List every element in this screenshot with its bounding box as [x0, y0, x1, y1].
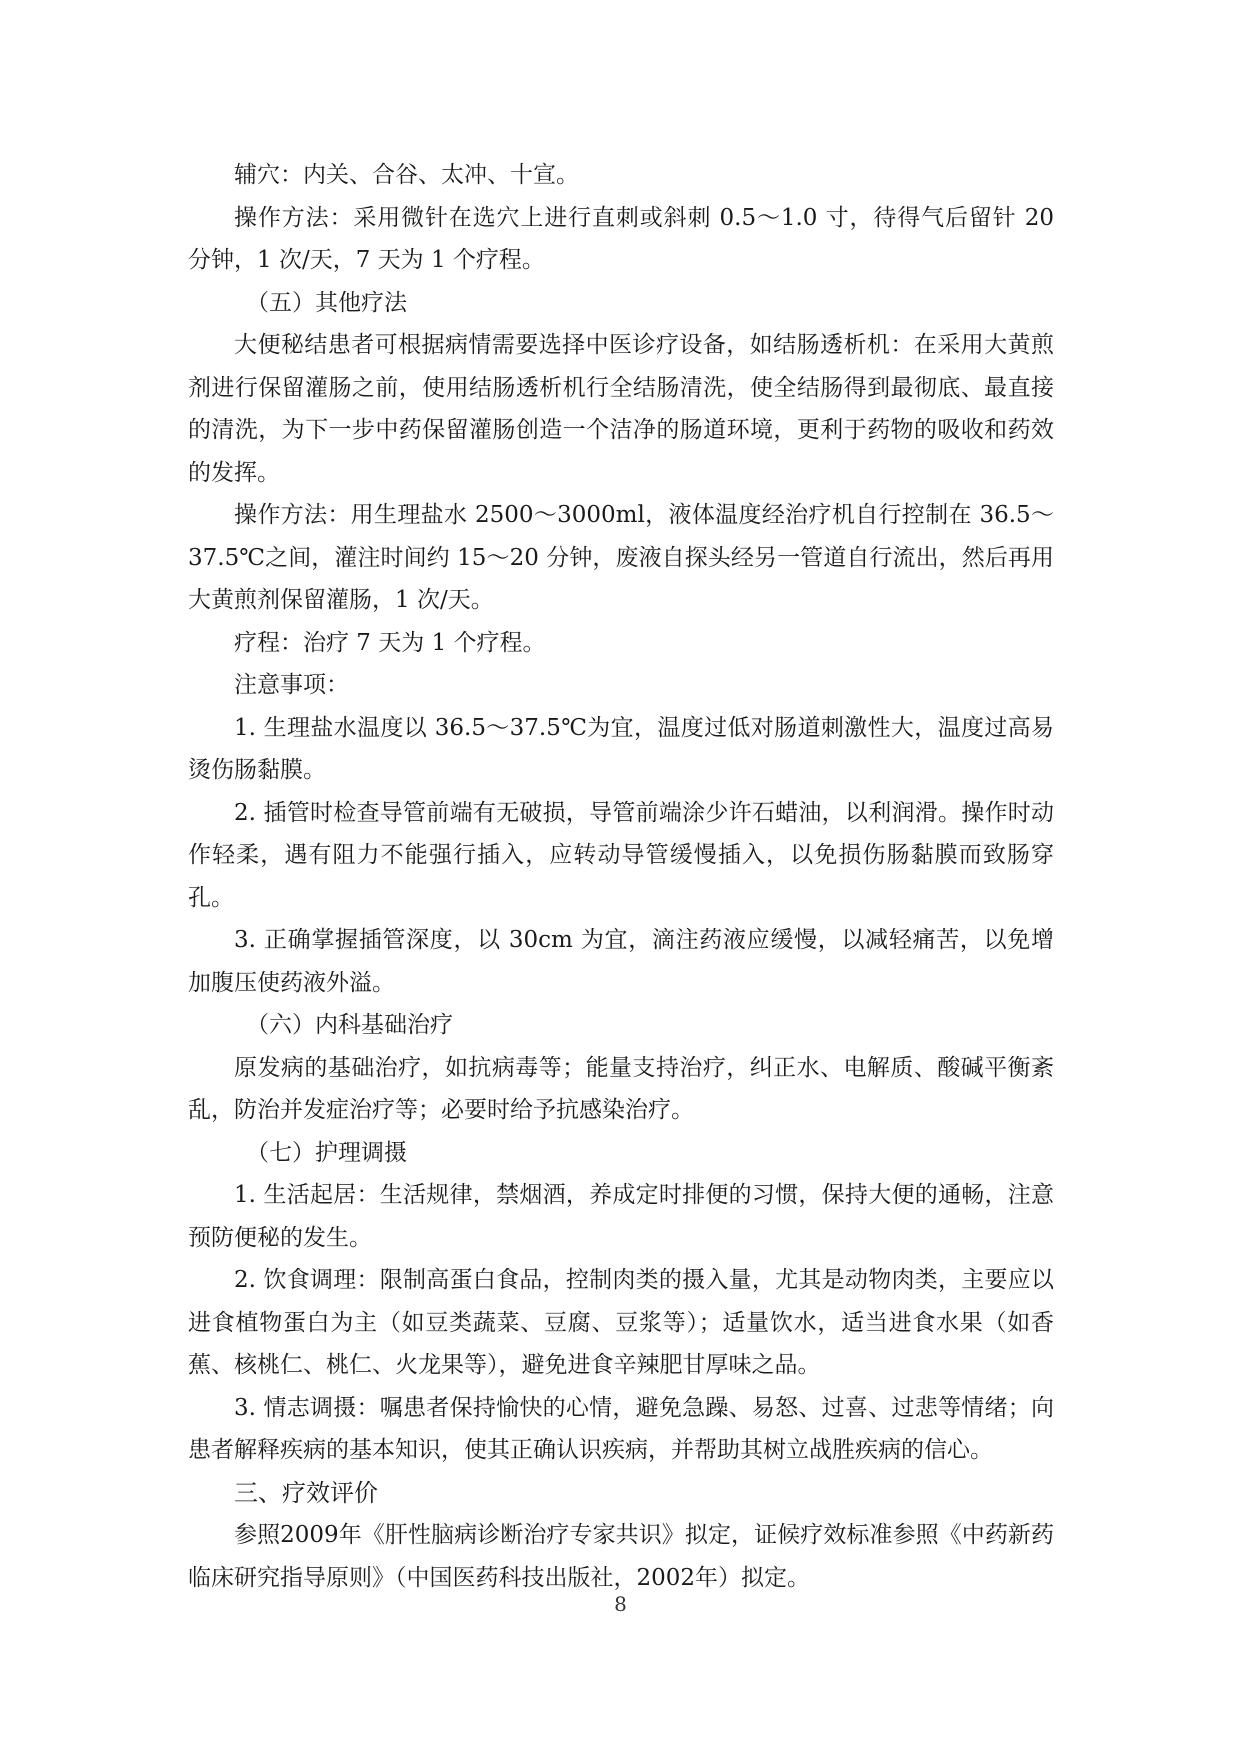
subheading-other-therapies: （五）其他疗法: [246, 289, 407, 316]
paragraph-basic-treatment: 原发病的基础治疗，如抗病毒等；能量支持治疗，纠正水、电解质、酸碱平衡紊乱，防治并发症治疗等；必要时给予抗感染治疗。: [188, 1054, 1054, 1123]
list-item-precaution-3: 3. 正确掌握插管深度，以 30cm 为宜，滴注药液应缓慢，以减轻痛苦，以免增加腹压使药液外溢。: [188, 927, 1054, 996]
list-item-precaution-1: 1. 生理盐水温度以 36.5～37.5℃为宜，温度过低对肠道刺激性大，温度过高易烫伤肠黏膜。: [188, 714, 1054, 783]
page-number: 8: [614, 1592, 627, 1616]
page-content: [188, 154, 1054, 1599]
section-heading-efficacy-evaluation: 三、疗效评价: [234, 1478, 378, 1507]
paragraph-course: 疗程：治疗 7 天为 1 个疗程。: [234, 629, 546, 656]
paragraph-reference-standards: 参照2009年《肝性脑病诊断治疗专家共识》拟定，证候疗效标准参照《中药新药临床研究指导原则》（中国医药科技出版社，2002年）拟定。: [188, 1522, 1054, 1591]
paragraph-colon-dialysis: 大便秘结患者可根据病情需要选择中医诊疗设备，如结肠透析机：在采用大黄煎剂进行保留灌肠之前，使用结肠透析机行全结肠清洗，使全结肠得到最彻底、最直接的清洗，为下一步中药保留灌肠创造一个洁净的肠道环境，更利于药物的吸收和药效的发挥。: [188, 332, 1054, 486]
paragraph-acupuncture-method: 操作方法：采用微针在选穴上进行直刺或斜刺 0.5～1.0 寸，待得气后留针 20 分钟，1 次/天，7 天为 1 个疗程。: [188, 204, 1054, 273]
paragraph-precautions-label: 注意事项：: [234, 672, 349, 698]
paragraph-auxiliary-points: 辅穴：内关、合谷、太冲、十宣。: [234, 162, 579, 188]
subheading-nursing: （七）护理调摄: [246, 1139, 407, 1166]
paragraph-dialysis-method: 操作方法：用生理盐水 2500～3000ml，液体温度经治疗机自行控制在 36.5～37.5℃之间，灌注时间约 15～20 分钟，废液自探头经另一管道自行流出，然后再用大黄煎剂保留灌肠，1 次/天。: [188, 502, 1054, 613]
list-item-nursing-3: 3. 情志调摄：嘱患者保持愉快的心情，避免急躁、易怒、过喜、过悲等情绪；向患者解释疾病的基本知识，使其正确认识疾病，并帮助其树立战胜疾病的信心。: [188, 1394, 1054, 1463]
subheading-internal-medicine: （六）内科基础治疗: [246, 1012, 453, 1038]
list-item-nursing-2: 2. 饮食调理：限制高蛋白食品，控制肉类的摄入量，尤其是动物肉类，主要应以进食植物蛋白为主（如豆类蔬菜、豆腐、豆浆等）；适量饮水，适当进食水果（如香蕉、核桃仁、桃仁、火龙果等），避免进食辛辣肥甘厚味之品。: [188, 1267, 1054, 1378]
list-item-nursing-1: 1. 生活起居：生活规律，禁烟酒，养成定时排便的习惯，保持大便的通畅，注意预防便秘的发生。: [188, 1182, 1054, 1251]
list-item-precaution-2: 2. 插管时检查导管前端有无破损，导管前端涂少许石蜡油，以利润滑。操作时动作轻柔，遇有阻力不能强行插入，应转动导管缓慢插入，以免损伤肠黏膜而致肠穿孔。: [188, 799, 1054, 911]
